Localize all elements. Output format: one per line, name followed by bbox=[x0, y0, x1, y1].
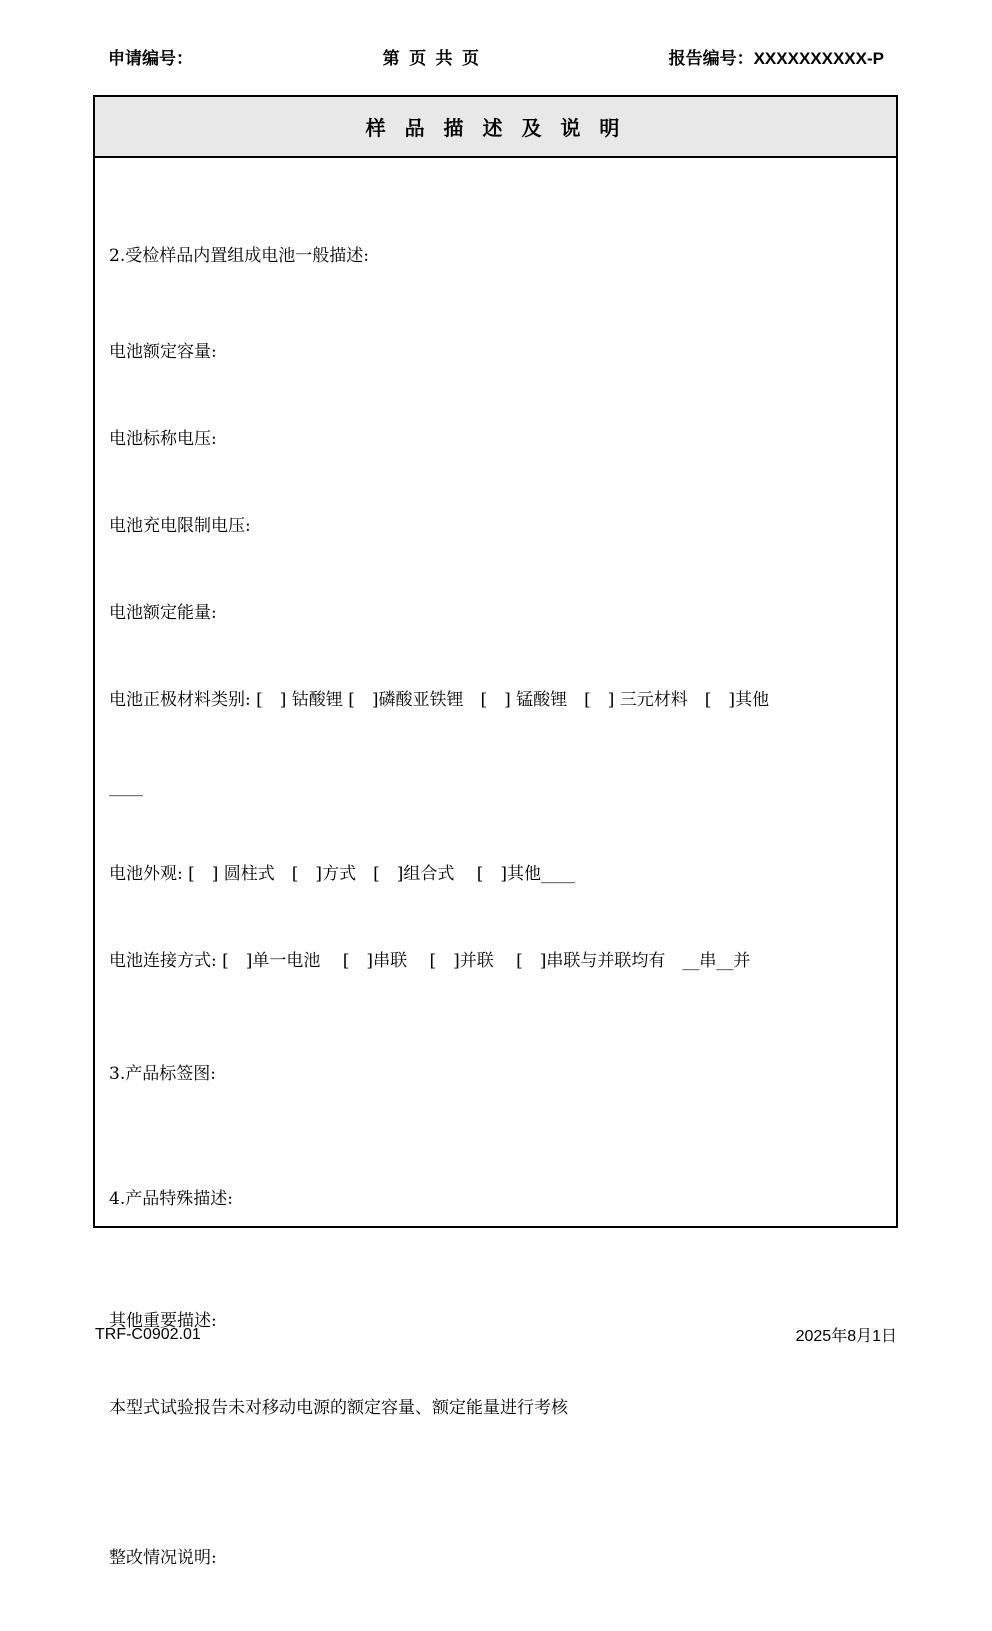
application-number-label: 申请编号： bbox=[108, 49, 193, 68]
line-capacity-energy-note: 本型式试验报告未对移动电源的额定容量、额定能量进行考核 bbox=[109, 1398, 568, 1418]
form-code-label: TRF-C0902.01 bbox=[95, 1325, 201, 1343]
page-footer bbox=[95, 1323, 897, 1346]
line-battery-rated-capacity: 电池额定容量: bbox=[109, 342, 217, 362]
section-title: 样 品 描 述 及 说 明 bbox=[365, 116, 626, 140]
section-title-bar bbox=[95, 97, 896, 158]
page-number-label: 第 页 共 页 bbox=[382, 49, 479, 68]
line-battery-rated-energy: 电池额定能量: bbox=[109, 603, 217, 623]
section-content bbox=[95, 158, 896, 1631]
line-cathode-material-checkboxes: 电池正极材料类别: [ ] 钴酸锂 [ ]磷酸亚铁锂 [ ] 锰酸锂 [ ] 三元材料 [ ]其他 bbox=[109, 690, 770, 710]
line-battery-charge-limit-voltage: 电池充电限制电压: bbox=[109, 516, 251, 536]
line-battery-general-description-heading: 2.受检样品内置组成电池一般描述: bbox=[109, 246, 369, 266]
line-battery-connection-checkboxes: 电池连接方式: [ ]单一电池 [ ]串联 [ ]并联 [ ]串联与并联均有 __串__并 bbox=[109, 951, 751, 971]
line-product-label-figure-heading: 3.产品标签图: bbox=[109, 1064, 216, 1084]
report-number-label: 报告编号：XXXXXXXXXX-P bbox=[668, 49, 884, 68]
line-other-important-description-heading: 其他重要描述: bbox=[109, 1311, 217, 1331]
page-header bbox=[108, 44, 884, 69]
line-product-special-description-heading: 4.产品特殊描述: bbox=[109, 1189, 233, 1209]
line-battery-appearance-checkboxes: 电池外观: [ ] 圆柱式 [ ]方式 [ ]组合式 [ ]其他____ bbox=[109, 864, 575, 884]
line-battery-nominal-voltage: 电池标称电压: bbox=[109, 429, 217, 449]
footer-date-label: 2025年8月1日 bbox=[795, 1328, 897, 1345]
line-cathode-material-other-blank: ____ bbox=[109, 777, 143, 797]
line-rectification-status-heading: 整改情况说明: bbox=[109, 1548, 217, 1568]
